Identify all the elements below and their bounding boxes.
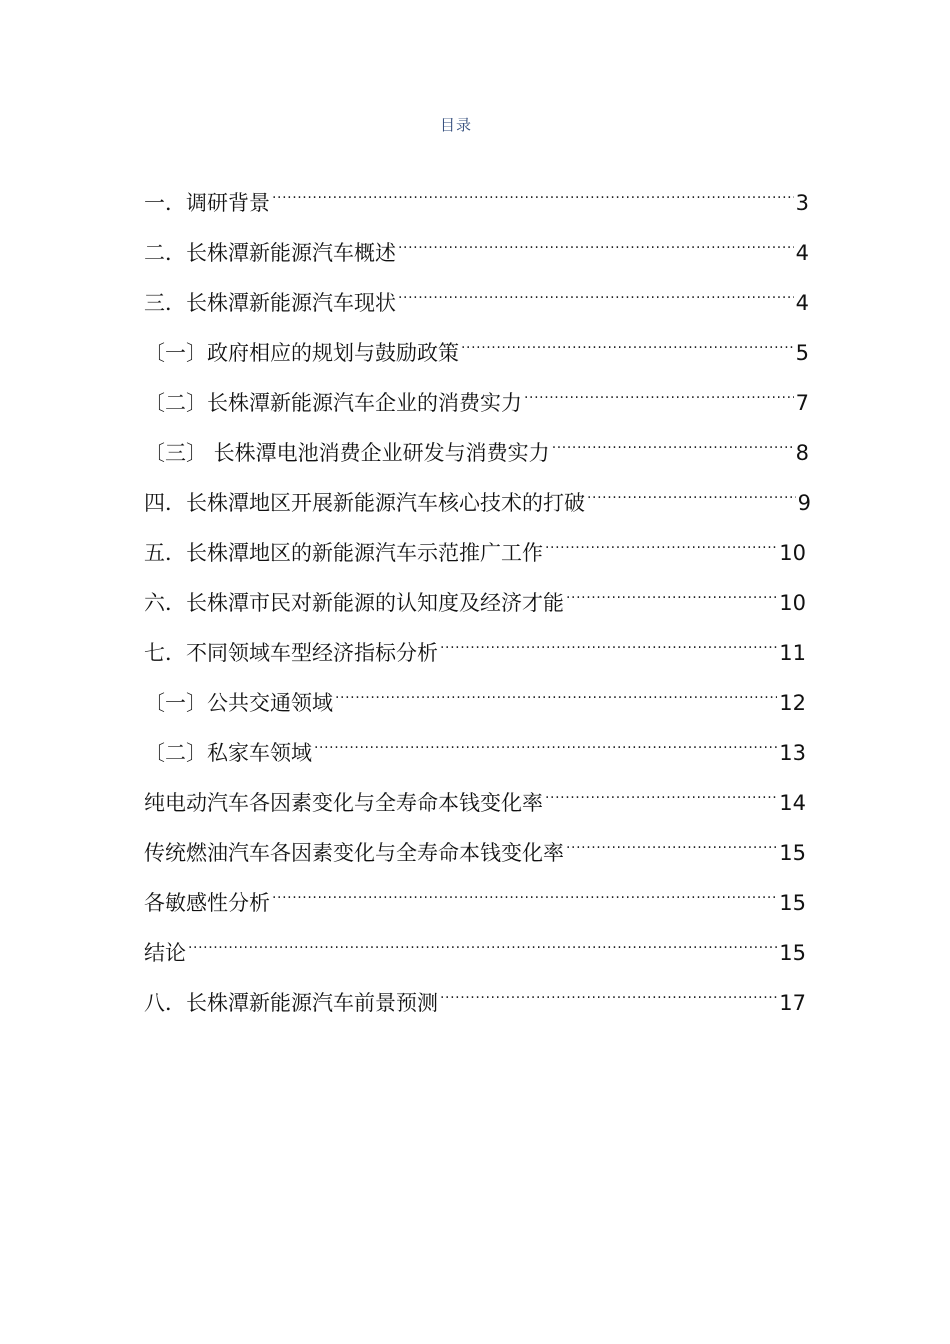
toc-entry-page: 4 — [795, 291, 809, 315]
toc-entry[interactable] — [144, 520, 806, 565]
toc-entry[interactable] — [144, 920, 806, 965]
toc-title: 目录 — [439, 116, 472, 134]
toc-entry-page: 10 — [779, 541, 806, 565]
toc-entry-page: 8 — [795, 441, 809, 465]
toc-entry-label: 五．长株潭地区的新能源汽车示范推广工作 — [144, 541, 543, 565]
toc-entry-page: 14 — [779, 791, 806, 815]
toc-leader-dots — [524, 370, 794, 410]
toc-entry-label: 八．长株潭新能源汽车前景预测 — [144, 991, 438, 1015]
toc-entry[interactable] — [144, 670, 806, 715]
toc-entry-page: 10 — [779, 591, 806, 615]
toc-leader-dots — [314, 720, 777, 760]
toc-entry-label: 一．调研背景 — [144, 191, 270, 215]
toc-entry-label: 七．不同领域车型经济指标分析 — [144, 641, 438, 665]
toc-entry[interactable] — [144, 220, 809, 265]
toc-entry-label: 〔三〕 长株潭电池消费企业研发与消费实力 — [144, 441, 550, 465]
toc-entry-label: 六．长株潭市民对新能源的认知度及经济才能 — [144, 591, 564, 615]
toc-entry[interactable] — [144, 470, 811, 515]
toc-entry-page: 4 — [795, 241, 809, 265]
toc-leader-dots — [566, 570, 777, 610]
toc-entry-page: 7 — [795, 391, 809, 415]
toc-entry[interactable] — [144, 620, 806, 665]
toc-leader-dots — [398, 270, 794, 310]
toc-entry-label: 二．长株潭新能源汽车概述 — [144, 241, 396, 265]
toc-leader-dots — [566, 820, 777, 860]
toc-entry[interactable] — [144, 770, 806, 815]
toc-entry-label: 三．长株潭新能源汽车现状 — [144, 291, 396, 315]
toc-entry-label: 结论 — [144, 941, 186, 965]
toc-leader-dots — [461, 320, 794, 360]
toc-entry[interactable] — [144, 820, 806, 865]
toc-entry-label: 〔二〕私家车领域 — [144, 741, 312, 765]
toc-entry-page: 17 — [779, 991, 806, 1015]
toc-entry-page: 15 — [779, 941, 806, 965]
toc-leader-dots — [440, 970, 777, 1010]
toc-leader-dots — [188, 920, 777, 960]
toc-leader-dots — [398, 220, 794, 260]
toc-leader-dots — [587, 470, 796, 510]
toc-entry[interactable] — [144, 870, 806, 915]
toc-leader-dots — [552, 420, 794, 460]
toc-entry[interactable] — [144, 420, 809, 465]
toc-leader-dots — [545, 520, 777, 560]
toc-entry-label: 纯电动汽车各因素变化与全寿命本钱变化率 — [144, 791, 543, 815]
toc-entry-page: 15 — [779, 891, 806, 915]
toc-entry-label: 〔二〕长株潭新能源汽车企业的消费实力 — [144, 391, 522, 415]
toc-entry[interactable] — [144, 570, 806, 615]
toc-entry[interactable] — [144, 170, 809, 215]
toc-entry-page: 3 — [795, 191, 809, 215]
toc-entry-page: 12 — [779, 691, 806, 715]
toc-entry-label: 〔一〕政府相应的规划与鼓励政策 — [144, 341, 459, 365]
toc-entry[interactable] — [144, 320, 809, 365]
toc-leader-dots — [440, 620, 777, 660]
toc-leader-dots — [335, 670, 777, 710]
toc-entry-page: 13 — [779, 741, 806, 765]
toc-entry-label: 传统燃油汽车各因素变化与全寿命本钱变化率 — [144, 841, 564, 865]
toc-entry-page: 9 — [797, 491, 811, 515]
toc-leader-dots — [545, 770, 777, 810]
toc-entry-label: 四．长株潭地区开展新能源汽车核心技术的打破 — [144, 491, 585, 515]
toc-leader-dots — [272, 870, 777, 910]
toc-entry-page: 5 — [795, 341, 809, 365]
toc-entry[interactable] — [144, 970, 806, 1015]
toc-entry-page: 11 — [779, 641, 806, 665]
toc-entry-page: 15 — [779, 841, 806, 865]
toc-entry-label: 〔一〕公共交通领域 — [144, 691, 333, 715]
toc-entry[interactable] — [144, 370, 809, 415]
toc-entry-label: 各敏感性分析 — [144, 891, 270, 915]
toc-leader-dots — [272, 170, 794, 210]
toc-entry[interactable] — [144, 720, 806, 765]
toc-entry[interactable] — [144, 270, 809, 315]
